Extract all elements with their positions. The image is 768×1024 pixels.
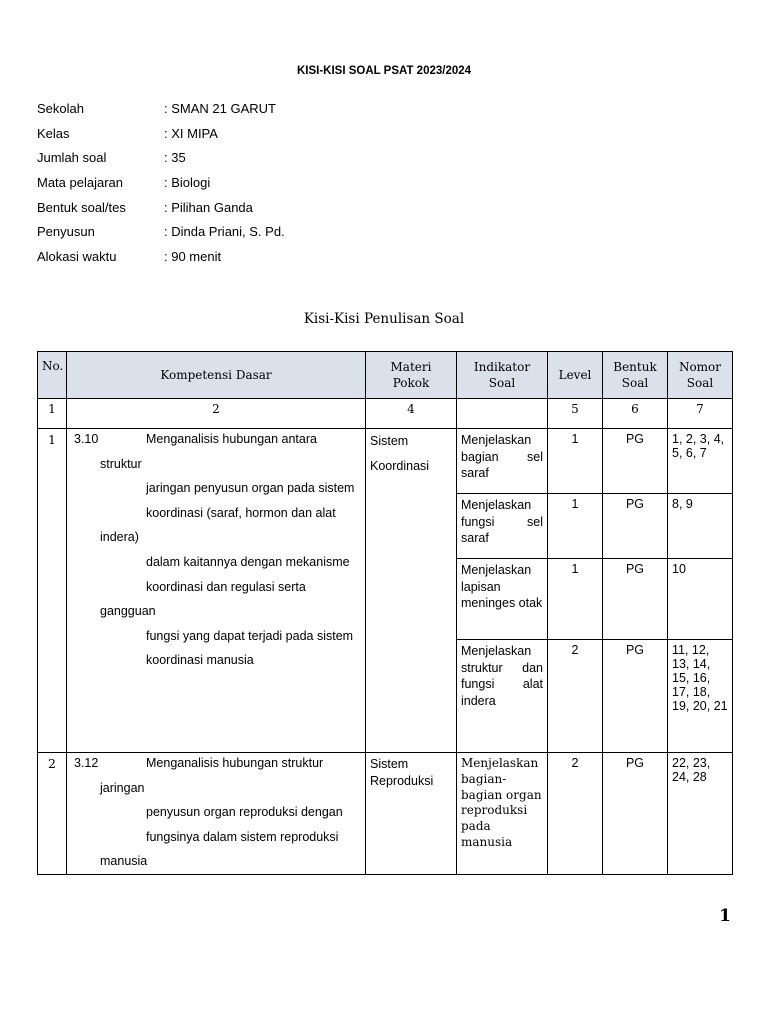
column-number: 2 <box>67 399 366 429</box>
header-row <box>38 352 733 399</box>
header-nomor-soal <box>668 352 733 399</box>
kd-line: Menganalisis hubungan antara struktur <box>100 432 317 471</box>
header-indikator-soal <box>457 352 548 399</box>
info-value: : 35 <box>164 150 186 166</box>
kompetensi-dasar-cell <box>67 753 366 875</box>
kd-line: Menganalisis hubungan struktur jaringan <box>100 756 324 795</box>
kisi-kisi-table <box>37 351 733 875</box>
bentuk-cell: PG <box>603 753 668 875</box>
info-value: : Dinda Priani, S. Pd. <box>164 224 285 240</box>
bentuk-cell: PG <box>603 559 668 640</box>
materi-line: Koordinasi <box>370 458 430 473</box>
page-number: 1 <box>719 906 731 926</box>
column-number: 6 <box>603 399 668 429</box>
info-label: Sekolah <box>37 101 84 116</box>
info-row-alokasi-waktu <box>37 249 285 274</box>
info-row-jumlah-soal <box>37 150 285 175</box>
column-number <box>457 399 548 429</box>
info-label: Mata pelajaran <box>37 175 123 191</box>
indikator-cell: Menjelaskan lapisan meninges otak <box>457 559 548 640</box>
table-row <box>38 753 733 875</box>
header-bentuk-soal <box>603 352 668 399</box>
kd-line: fungsi yang dapat terjadi pada sistem <box>146 628 354 643</box>
kd-text <box>100 751 359 874</box>
kd-code: 3.12 <box>74 756 99 770</box>
indikator-cell: Menjelaskan bagian-bagian organ reproduksi pada manusia <box>457 753 548 875</box>
header-level: Level <box>548 352 603 399</box>
column-number: 5 <box>548 399 603 429</box>
level-cell: 2 <box>548 753 603 875</box>
bentuk-cell: PG <box>603 494 668 559</box>
column-number-row <box>38 399 733 429</box>
header-kompetensi-dasar: Kompetensi Dasar <box>67 352 366 399</box>
info-row-penyusun <box>37 224 285 249</box>
level-cell: 2 <box>548 640 603 753</box>
header-bentuk-line-2: Soal <box>621 376 649 390</box>
info-row-kelas <box>37 126 285 151</box>
level-cell: 1 <box>548 559 603 640</box>
info-label: Jumlah soal <box>37 150 107 166</box>
info-block <box>37 101 285 274</box>
header-materi-pokok <box>366 352 457 399</box>
nomor-cell: 1, 2, 3, 4, 5, 6, 7 <box>668 429 733 494</box>
level-cell: 1 <box>548 494 603 559</box>
header-materi-line-1: Materi <box>390 360 432 374</box>
info-label: Kelas <box>37 125 70 141</box>
header-nomor-line-2: Soal <box>686 376 714 390</box>
header-no: No. <box>38 352 67 399</box>
info-row-mata-pelajaran <box>37 175 285 200</box>
kompetensi-dasar-cell <box>67 429 366 753</box>
kd-line: penyusun organ reproduksi dengan <box>146 805 343 820</box>
kd-line: koordinasi manusia <box>146 653 254 668</box>
indikator-cell: Menjelaskan struktur dan fungsi alat indera <box>457 640 548 753</box>
kd-line: fungsinya dalam sistem reproduksi manusia <box>100 829 339 869</box>
materi-pokok-cell <box>366 429 457 753</box>
info-value: : XI MIPA <box>164 125 218 141</box>
materi-line: Sistem <box>370 757 409 771</box>
nomor-cell: 11, 12, 13, 14, 15, 16, 17, 18, 19, 20, 21 <box>668 640 733 753</box>
indikator-cell: Menjelaskan bagian sel saraf <box>457 429 548 494</box>
kd-line: koordinasi (saraf, hormon dan alat indera) <box>100 505 336 545</box>
header-indikator-line-2: Soal <box>488 376 516 390</box>
info-value: : 90 menit <box>164 249 222 265</box>
document-title: KISI-KISI SOAL PSAT 2023/2024 <box>296 65 472 77</box>
info-row-sekolah <box>37 101 285 126</box>
level-cell: 1 <box>548 429 603 494</box>
materi-line: Sistem <box>370 434 409 448</box>
indikator-cell: Menjelaskan fungsi sel saraf <box>457 494 548 559</box>
header-materi-line-2: Pokok <box>392 376 430 390</box>
kd-line: jaringan penyusun organ pada sistem <box>146 481 355 496</box>
kd-text <box>100 427 359 673</box>
header-indikator-line-1: Indikator <box>473 360 531 374</box>
table-title: Kisi-Kisi Penulisan Soal <box>303 311 465 327</box>
info-value: : SMAN 21 GARUT <box>164 101 276 116</box>
row-number: 1 <box>38 429 67 753</box>
header-bentuk-line-1: Bentuk <box>613 360 657 374</box>
header-nomor-line-1: Nomor <box>678 360 722 374</box>
column-number: 4 <box>366 399 457 429</box>
kd-line: koordinasi dan regulasi serta gangguan <box>100 579 306 619</box>
info-label: Alokasi waktu <box>37 249 117 265</box>
info-value: : Pilihan Ganda <box>164 199 253 215</box>
kd-code: 3.10 <box>74 432 99 446</box>
materi-line: Reproduksi <box>370 773 434 788</box>
column-number: 7 <box>668 399 733 429</box>
info-value: : Biologi <box>164 175 211 191</box>
nomor-cell: 22, 23, 24, 28 <box>668 753 733 875</box>
info-label: Bentuk soal/tes <box>37 199 126 215</box>
materi-pokok-cell <box>366 753 457 875</box>
table-row <box>38 429 733 494</box>
bentuk-cell: PG <box>603 640 668 753</box>
kd-line: dalam kaitannya dengan mekanisme <box>146 554 350 569</box>
column-number: 1 <box>38 399 67 429</box>
info-row-bentuk-soal <box>37 200 285 225</box>
info-label: Penyusun <box>37 224 95 240</box>
nomor-cell: 10 <box>668 559 733 640</box>
bentuk-cell: PG <box>603 429 668 494</box>
nomor-cell: 8, 9 <box>668 494 733 559</box>
row-number: 2 <box>38 753 67 875</box>
